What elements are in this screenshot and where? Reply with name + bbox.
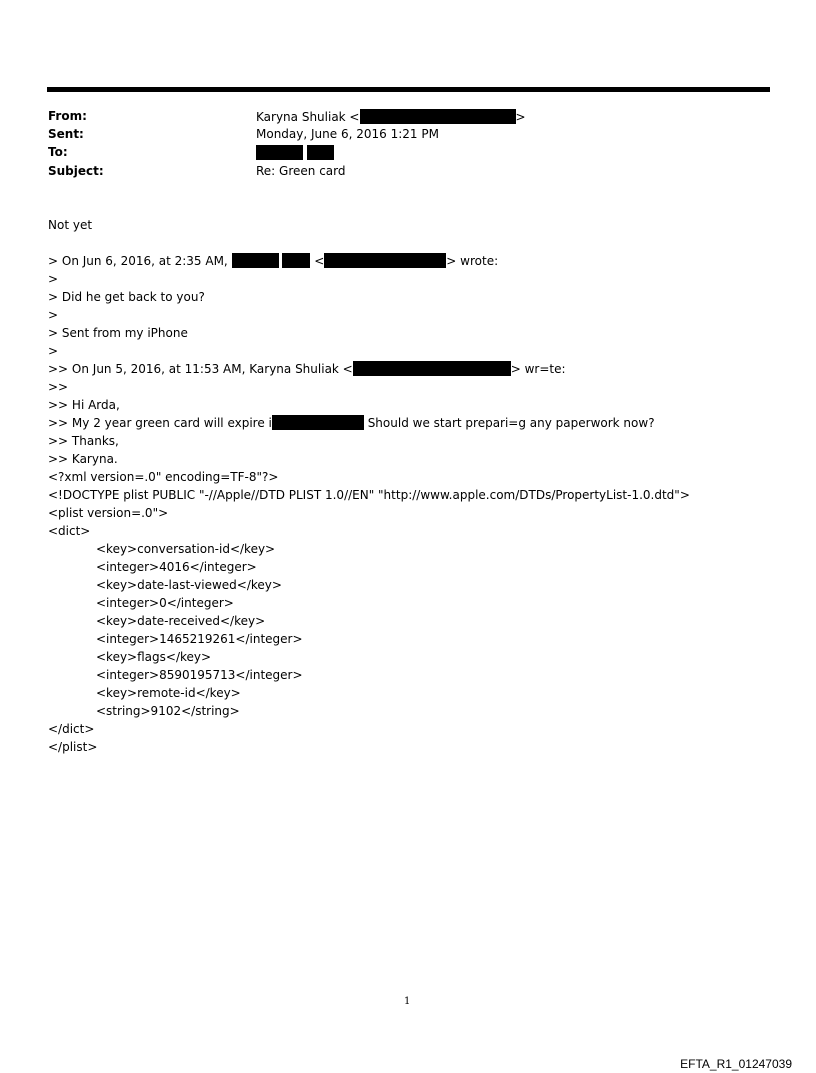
quote-text: >> My 2 year green card will expire i: [48, 416, 272, 430]
xml-line: <integer>4016</integer>: [96, 560, 257, 574]
xml-line: <key>date-last-viewed</key>: [96, 578, 282, 592]
to-value: [256, 145, 334, 160]
subject-label: Subject:: [48, 164, 104, 178]
xml-line: <plist version=.0">: [48, 506, 169, 520]
quote-line: > Did he get back to you?: [48, 290, 205, 304]
header-rule: [47, 87, 770, 92]
page-number: 1: [404, 996, 411, 1007]
sent-value: Monday, June 6, 2016 1:21 PM: [256, 127, 439, 141]
from-label: From:: [48, 109, 87, 123]
sent-label: Sent:: [48, 127, 84, 141]
xml-line: </dict>: [48, 722, 95, 736]
quote-text: > wrote:: [446, 254, 499, 268]
quote-line: >> Karyna.: [48, 452, 118, 466]
quote-line: [48, 414, 690, 432]
from-value: [256, 109, 526, 124]
quote-text: Should we start prepari=g any paperwork now?: [363, 416, 655, 430]
redaction-box: [360, 109, 516, 124]
quote-line: >: [48, 308, 59, 322]
quote-text: > On Jun 6, 2016, at 2:35 AM,: [48, 254, 228, 268]
redaction-box: [272, 415, 364, 430]
xml-line: <dict>: [48, 524, 91, 538]
xml-line: <?xml version=.0" encoding=TF-8"?>: [48, 470, 279, 484]
xml-line: <integer>1465219261</integer>: [96, 632, 303, 646]
xml-line: <!DOCTYPE plist PUBLIC "-//Apple//DTD PLIST 1.0//EN" "http://www.apple.com/DTDs/PropertyList-1.0.dtd">: [48, 488, 690, 502]
bates-number: EFTA_R1_01247039: [680, 1057, 792, 1071]
quote-text: > wr=te:: [510, 362, 566, 376]
quote-line: >: [48, 272, 59, 286]
redaction-box: [256, 145, 303, 160]
quote-line: > Sent from my iPhone: [48, 326, 188, 340]
xml-line: <integer>8590195713</integer>: [96, 668, 303, 682]
xml-line: </plist>: [48, 740, 98, 754]
xml-line: <string>9102</string>: [96, 704, 240, 718]
quote-line: >: [48, 344, 59, 358]
reply-text: Not yet: [48, 218, 93, 232]
xml-line: <key>remote-id</key>: [96, 686, 241, 700]
message-body: [48, 216, 690, 756]
subject-value: Re: Green card: [256, 164, 346, 178]
quote-line: [48, 252, 690, 270]
redaction-box: [324, 253, 446, 268]
quote-line: [48, 360, 690, 378]
from-name: Karyna Shuliak <: [256, 110, 360, 124]
xml-line: <key>flags</key>: [96, 650, 212, 664]
from-close: >: [515, 110, 526, 124]
redaction-box: [282, 253, 310, 268]
redaction-box: [307, 145, 334, 160]
quote-line: >> Thanks,: [48, 434, 119, 448]
xml-line: <integer>0</integer>: [96, 596, 234, 610]
xml-line: <key>date-received</key>: [96, 614, 266, 628]
xml-line: <key>conversation-id</key>: [96, 542, 276, 556]
to-label: To:: [48, 145, 68, 159]
quote-line: >>: [48, 380, 69, 394]
redaction-box: [232, 253, 279, 268]
quote-text: >> On Jun 5, 2016, at 11:53 AM, Karyna Shuliak <: [48, 362, 353, 376]
quote-line: >> Hi Arda,: [48, 398, 120, 412]
quote-text: <: [314, 254, 325, 268]
redaction-box: [353, 361, 511, 376]
